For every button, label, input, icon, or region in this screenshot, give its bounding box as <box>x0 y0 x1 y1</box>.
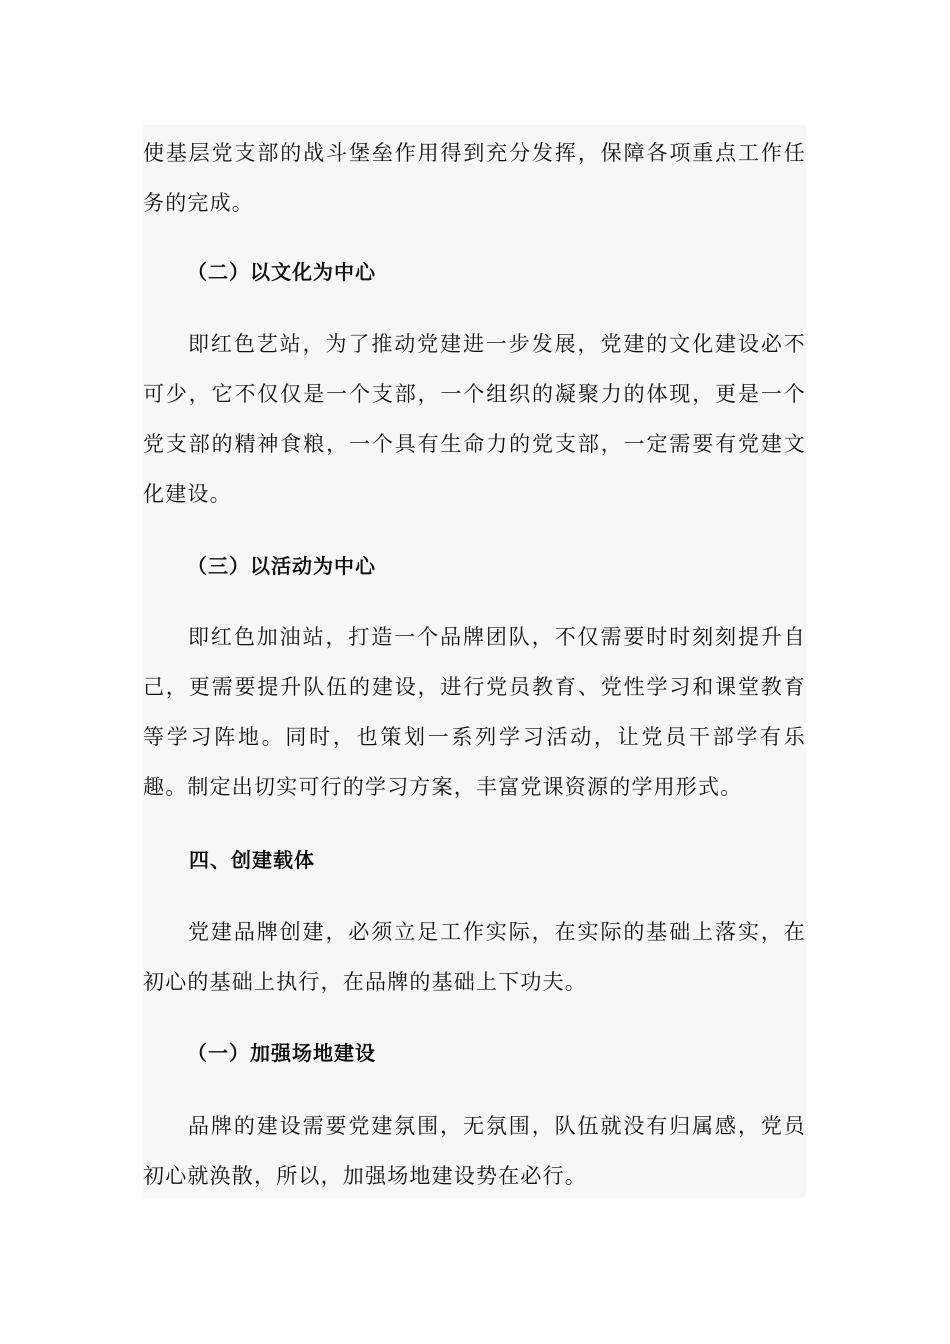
paragraph-2: 即红色艺站，为了推动党建进一步发展，党建的文化建设必不可少，它不仅仅是一个支部，一个组织的凝聚力的体现，更是一个党支部的精神食粮，一个具有生命力的党支部，一定需要有党建文化建设。 <box>143 332 806 506</box>
document-page <box>143 125 806 1198</box>
section-heading-culture: （二）以文化为中心 <box>187 260 376 284</box>
paragraph-1: 使基层党支部的战斗堡垒作用得到充分发挥，保障各项重点工作任务的完成。 <box>143 141 806 215</box>
paragraph-3: 即红色加油站，打造一个品牌团队，不仅需要时时刻刻提升自己，更需要提升队伍的建设，进行党员教育、党性学习和课堂教育等学习阵地。同时，也策划一系列学习活动，让党员干部学有乐趣。制定出切实可行的学习方案，丰富党课资源的学用形式。 <box>143 625 806 799</box>
paragraph-4: 党建品牌创建，必须立足工作实际，在实际的基础上落实，在初心的基础上执行，在品牌的基础上下功夫。 <box>143 920 806 994</box>
section-heading-venue: （一）加强场地建设 <box>187 1041 376 1065</box>
section-heading-carrier: 四、创建载体 <box>189 848 315 872</box>
paragraph-5: 品牌的建设需要党建氛围，无氛围，队伍就没有归属感，党员初心就涣散，所以，加强场地建设势在必行。 <box>143 1114 806 1188</box>
section-heading-activity: （三）以活动为中心 <box>187 554 376 578</box>
